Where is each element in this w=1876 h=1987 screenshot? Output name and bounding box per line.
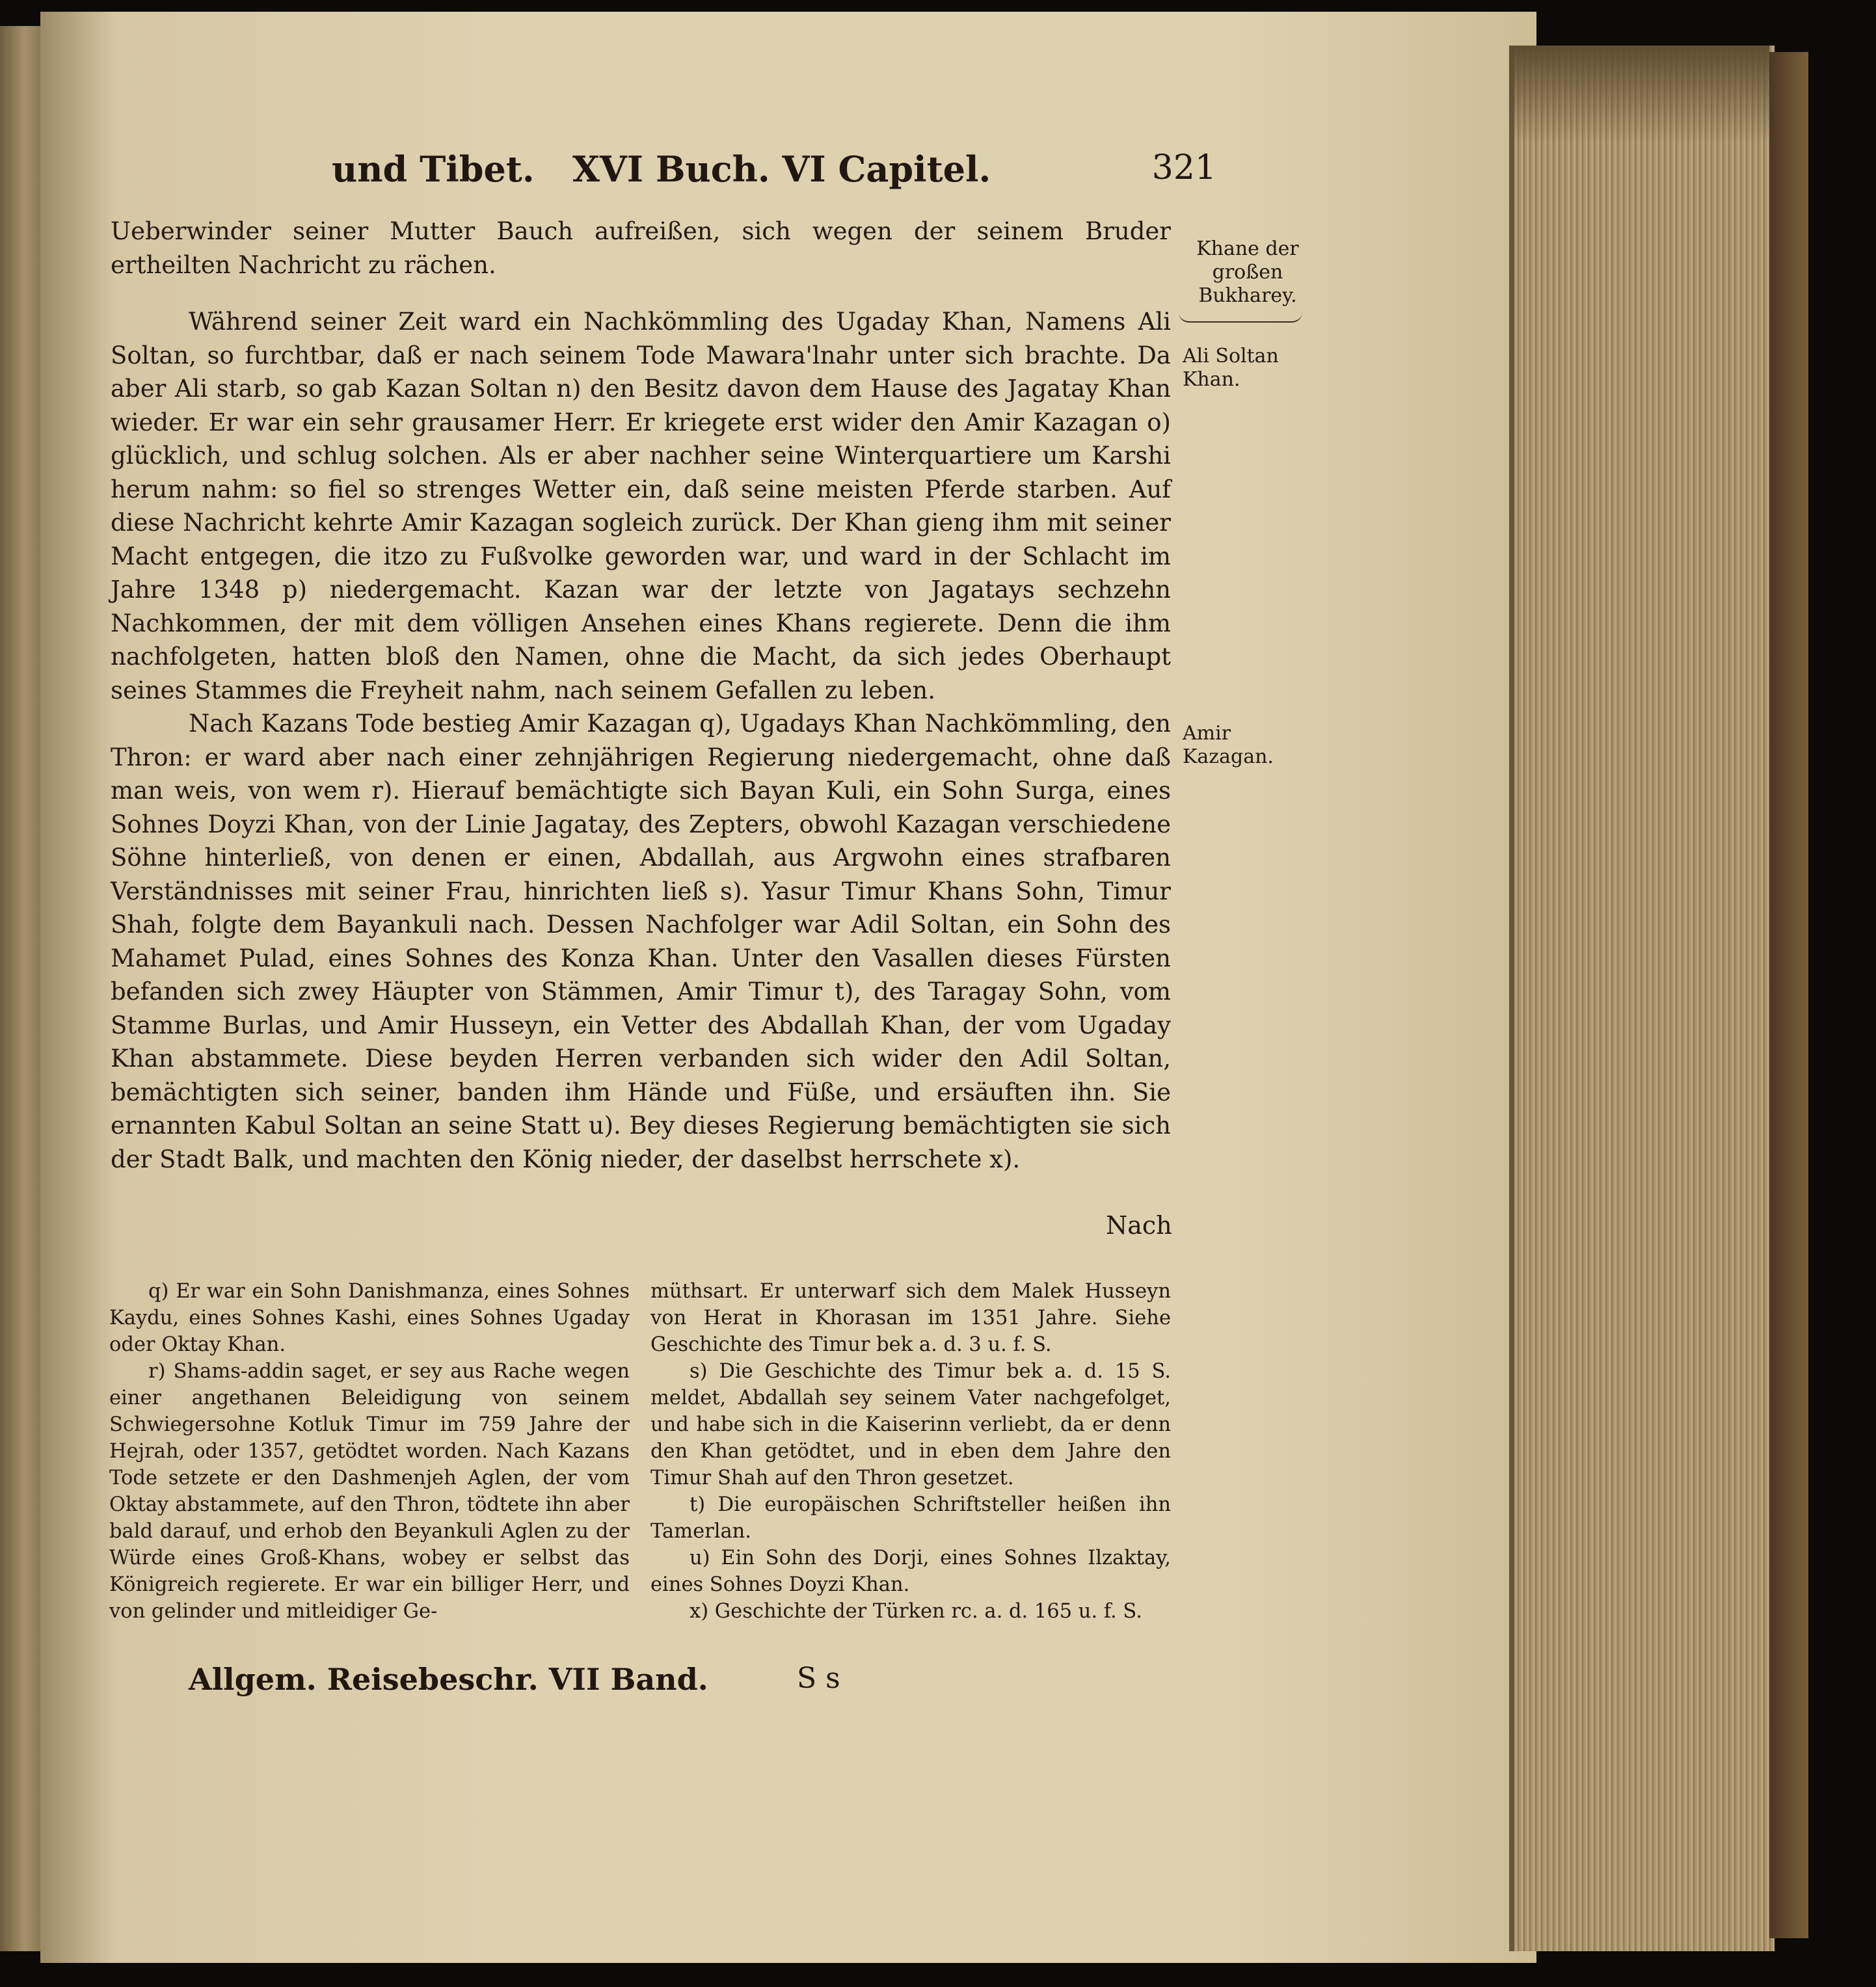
facing-page-edge	[0, 26, 40, 1951]
page-number: 321	[1151, 148, 1216, 187]
header-left: und Tibet.	[332, 148, 535, 190]
footnotes-left-column	[109, 1278, 630, 1625]
margin-note-khane: Khane der großen Bukharey.	[1196, 237, 1299, 307]
book-cover-edge	[1769, 52, 1808, 1938]
main-text	[111, 215, 1171, 1176]
paragraph-1: Ueberwinder seiner Mutter Bauch aufreißen, sich wegen der seinem Bruder ertheilten Nachricht zu rächen.	[111, 217, 1171, 279]
footnote-t: t) Die europäischen Schriftsteller heißen ihn Tamerlan.	[650, 1493, 1171, 1543]
running-header	[319, 148, 1216, 200]
footnote-r: r) Shams-addin saget, er sey aus Rache wegen einer angethanen Beleidigung von seinem Schwiegersohne Kotluk Timur im 759 Jahre der Hejrah, oder 1357, getödtet worden. Nach Kazans Tode setzete er den Dashmenjeh Aglen, der vom Oktay abstammete, auf den Thron, tödtete ihn aber bald darauf, und erhob den Beyankuli Aglen zu der Würde eines Groß-Khans, wobey er selbst das Königreich regierete. Er war ein billiger Herr, und von gelinder und mitleidiger Ge-	[109, 1360, 630, 1623]
footnote-q: q) Er war ein Sohn Danishmanza, eines Sohnes Kaydu, eines Sohnes Kashi, eines Sohnes Ugaday oder Oktay Khan.	[109, 1280, 630, 1356]
margin-bracket	[1179, 312, 1302, 323]
header-chapter: XVI Buch. VI Capitel.	[572, 148, 991, 190]
footer-volume: Allgem. Reisebeschr. VII Band.	[189, 1662, 708, 1697]
margin-note-ali-soltan: Ali Soltan Khan.	[1183, 345, 1279, 391]
footnotes-right-column	[650, 1278, 1171, 1625]
signature-mark: S s	[797, 1662, 840, 1695]
paragraph-2: Während seiner Zeit ward ein Nachkömmling des Ugaday Khan, Namens Ali Soltan, so furchtbar, daß er nach seinem Tode Mawara'lnahr unter sich brachte. Da aber Ali starb, so gab Kazan Soltan n) den Besitz davon dem Hause des Jagatay Khan wieder. Er war ein sehr grausamer Herr. Er kriegete erst wider den Amir Kazagan o) glücklich, und schlug solchen. Als er aber nachher seine Winterquartiere um Karshi herum nahm: so fiel so strenges Wetter ein, daß seine meisten Pferde starben. Auf diese Nachricht kehrte Amir Kazagan sogleich zurück. Der Khan gieng ihm mit seiner Macht entgegen, die itzo zu Fußvolke geworden war, und ward in der Schlacht im Jahre 1348 p) niedergemacht. Kazan war der letzte von Jagatays sechzehn Nachkommen, der mit dem völligen Ansehen eines Khans regierete. Denn die ihm nachfolgeten, hatten bloß den Namen, ohne die Macht, da sich jedes Oberhaupt seines Stammes die Freyheit nahm, nach seinem Gefallen zu leben.	[111, 308, 1171, 704]
page-block-shadow	[1509, 46, 1769, 143]
footnote-u: u) Ein Sohn des Dorji, eines Sohnes Ilzaktay, eines Sohnes Doyzi Khan.	[650, 1547, 1171, 1596]
page-block-edge	[1509, 46, 1775, 1951]
catchword: Nach	[1106, 1211, 1172, 1240]
footnote-r-continued: müthsart. Er unterwarf sich dem Malek Husseyn von Herat in Khorasan im 1351 Jahre. Siehe Geschichte des Timur bek a. d. 3 u. f. S.	[650, 1280, 1171, 1356]
paragraph-3: Nach Kazans Tode bestieg Amir Kazagan q), Ugadays Khan Nachkömmling, den Thron: er ward aber nach einer zehnjährigen Regierung niedergemacht, ohne daß man weis, von wem r). Hierauf bemächtigte sich Bayan Kuli, ein Sohn Surga, eines Sohnes Doyzi Khan, von der Linie Jagatay, des Zepters, obwohl Kazagan verschiedene Söhne hinterließ, von denen er einen, Abdallah, aus Argwohn eines strafbaren Verständnisses mit seiner Frau, hinrichten ließ s). Yasur Timur Khans Sohn, Timur Shah, folgte dem Bayankuli nach. Dessen Nachfolger war Adil Soltan, ein Sohn des Mahamet Pulad, eines Sohnes des Konza Khan. Unter den Vasallen dieses Fürsten befanden sich zwey Häupter von Stämmen, Amir Timur t), des Taragay Sohn, vom Stamme Burlas, und Amir Husseyn, ein Vetter des Abdallah Khan, der vom Ugaday Khan abstammete. Diese beyden Herren verbanden sich wider den Adil Soltan, bemächtigten sich seiner, banden ihm Hände und Füße, und ersäuften ihn. Sie ernannten Kabul Soltan an seine Statt u). Bey dieses Regierung bemächtigten sie sich der Stadt Balk, und machten den König nieder, der daselbst herrschete x).	[111, 710, 1171, 1173]
footnote-x: x) Geschichte der Türken rc. a. d. 165 u. f. S.	[690, 1600, 1142, 1623]
margin-note-amir-kazagan: Amir Kazagan.	[1183, 722, 1274, 768]
footnote-s: s) Die Geschichte des Timur bek a. d. 15 S. meldet, Abdallah sey seinem Vater nachgefolget, und habe sich in die Kaiserinn verliebt, da er denn den Khan getödtet, und in eben dem Jahre den Timur Shah auf den Thron gesetzet.	[650, 1360, 1171, 1489]
